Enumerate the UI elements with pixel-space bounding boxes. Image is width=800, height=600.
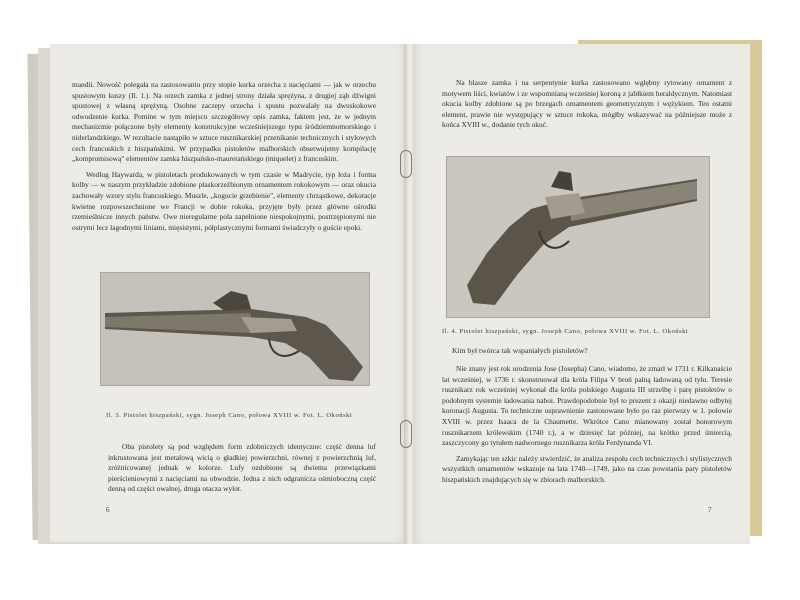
pistol-photo-right — [446, 156, 710, 318]
staple-bottom — [400, 420, 412, 448]
left-paragraph-1: mandii. Nowość polegała na zastosowaniu przy stopie kurka orzecha z nacięciami — jak w orzechu spustowym kuszy (Il. 1.). Na orzech zamka z jednej strony działa sprężyna, z drugiej ząb dźwigni spustowej z własną sprężyną. Osobne zaczepy orzecha i spustu pozwalały na dwuskokowe odwodzenie kurka. Pomine w tym miejscu szczegółowy opis zamka, faktem jest, że w jednym mechanizmie połączone były elementy konstrukcyjne wcześniejszego typu śródziemnomorskiego i niderlandzkiego. W rezultacie nastąpiło w sztuce rusznikarskiej przenikanie technicznych i stylowych cech francuskich z hiszpańskimi. W przypadku pistoletów malborskich obserwujemy kompilację „kompromisową" elementów zamka hiszpańsko-mauretańskiego (miquelet) z francuskim. — [72, 80, 376, 164]
book-spine — [404, 44, 414, 544]
left-page — [50, 44, 410, 542]
right-page — [410, 44, 750, 544]
left-figure-caption: Il. 3. Pistolet hiszpański, sygn. Joseph Cano, połowa XVIII w. Fot. L. Okoński — [106, 412, 353, 419]
pistol-photo-left — [100, 272, 370, 386]
right-section-heading: Kim był twórca tak wspaniałych pistoletów? — [452, 346, 588, 355]
right-paragraph-2: Nie znany jest rok urodzenia Jose (Josepha) Cano, wiadomo, że zmarł w 1731 r. Kilkanaście lat wcześniej, w 1736 r. skonstruował dla króla Filipa V broń palną ładowaną od tyłu. Teresie rusznikarz rok wcześniej wykonał dla króla polskiego Augusta III strzelbę i parę pistoletów o podobnym systemie ładowania naboi. Prawdopodobnie był to prezent z okazji niedawno odbytej koronacji Augusta. To techniczne usprawnienie zastosowane było po raz pierwszy w 1. połowie XVIII w. przez Isaaca de la Chaumette. Wkrótce Cano mianowany został honorowym rusznikarzem królewskim (1740 r.), a w dziesięć lat później, na krótko przed śmiercią, zaszczycony go tytułem nadwornego rusznikarza króla Ferdynanda VI. — [442, 364, 732, 448]
left-paragraph-2: Według Haywarda, w pistoletach produkowanych w tym czasie w Madrycie, typ łoża i forma kolby — w naszym przykładzie zdobione płaskorzeźbionym ornamentem rokokowym — oraz okucia zachowały wzory stylu francuskiego. Muszle, „kogucie grzebienie", elementy chrząstkowe, dekoracje kwietne rozpowszechnione we Francji w dobie rokoka, przyjęte były przez główne ośrodki rzemieślnicze innych państw. Owe nieregularne pola zapełnione niespokojnymi, postrzępionymi nie ostrymi lecz łagodnymi liniami, mięsistymi, półplastycznymi formami świadczyły o guście epoki. — [72, 169, 376, 232]
left-text-top — [72, 80, 376, 233]
left-paragraph-3: Oba pistolety są pod względem form zdobniczych identyczne: część denna luf inkrustowana jest metalową wicią o gładkiej powierzchni, równej z powierzchnią luf, zróżnicowanej jednak w kolorze. Lufy ozdobione są dwiema przewiązkami pierścieniowymi z nacięciami na obwodzie. Jedna z nich odgranicza ośmioboczną część denną od części owalnej, druga otacza wylot. — [108, 442, 376, 494]
right-text-top — [442, 78, 732, 131]
right-text-bottom — [442, 364, 732, 486]
staple-top — [400, 150, 412, 178]
pistol-image-right — [447, 157, 709, 317]
right-paragraph-3: Zamykając ten szkic należy stwierdzić, że analiza zespołu cech technicznych i stylistycznych wszystkich ornamentów wskazuje na lata 1740—1749, jako na czas powstania pary pistoletów hiszpańskich znajdujących się w zbiorach malborskich. — [442, 453, 732, 484]
right-paragraph-1: Na blasze zamka i na serpentynie kurka zastosowano wgłębny rytowany ornament z motywem liści, kwiatów i ze wspomnianą wcześniej koroną z jabłkiem heraldycznym. Natomiast okucia kolby zdobione są po brzegach ornamentem geometrycznym i wężykiem. Ten ostatni element, prawie nie występujący w sztuce rokoka, mógłby wskazywać na późniejsze może z końca XVIII w., dodanie tych okuć. — [442, 78, 732, 130]
left-text-bottom — [108, 442, 376, 495]
left-page-number: 6 — [106, 506, 110, 514]
pistol-image-left — [101, 273, 369, 385]
right-page-number: 7 — [708, 506, 712, 514]
right-figure-caption: Il. 4. Pistolet hiszpański, sygn. Joseph Cano, połowa XVIII w. Fot. L. Okoński — [442, 328, 689, 335]
